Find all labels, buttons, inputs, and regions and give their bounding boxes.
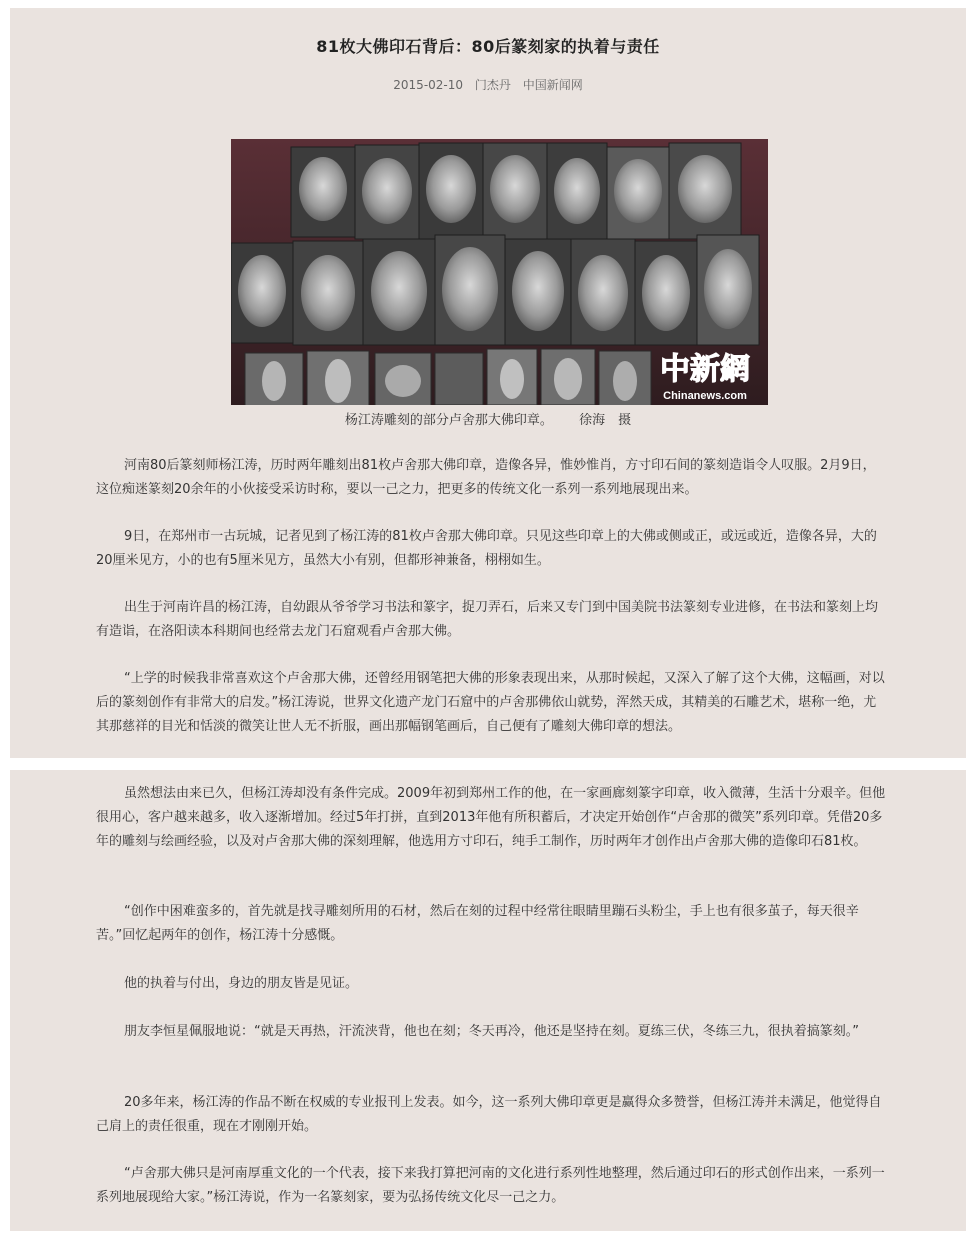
photo-caption xyxy=(10,409,966,428)
article-meta xyxy=(10,76,966,93)
photo-credit: 徐海 摄 xyxy=(579,413,632,428)
paragraph-8: 朋友李恒星佩服地说：“就是天再热，汗流浃背，他也在刻；冬天再冷，他还是坚持在刻。夏练三伏，冬练三九，很执着搞篆刻。” xyxy=(124,1024,859,1039)
photo-caption-text: 杨江涛雕刻的部分卢舍那大佛印章。 xyxy=(344,413,553,428)
paragraph-2: 9日，在郑州市一古玩城，记者见到了杨江涛的81枚卢舍那大佛印章。只见这些印章上的大佛或侧或正，或远或近，造像各异，大的20厘米见方，小的也有5厘米见方，虽然大小有别，但都形神兼备，栩栩如生。 xyxy=(96,529,877,568)
article-source: 中国新闻网 xyxy=(522,78,583,92)
paragraph-6: “创作中困难蛮多的，首先就是找寻雕刻所用的石材，然后在刻的过程中经常往眼睛里蹦石头粉尘，手上也有很多茧子，每天很辛苦。”回忆起两年的创作，杨江涛十分感慨。 xyxy=(96,904,859,943)
paragraph-1: 河南80后篆刻师杨江涛，历时两年雕刻出81枚卢舍那大佛印章，造像各异，惟妙惟肖，方寸印石间的篆刻造诣令人叹服。2月9日，这位痴迷篆刻20余年的小伙接受采访时称，要以一己之力，把更多的传统文化一系列一系列地展现出来。 xyxy=(96,458,876,497)
watermark-cn: 中新網 xyxy=(660,352,750,387)
paragraph-5: 虽然想法由来已久，但杨江涛却没有条件完成。2009年初到郑州工作的他，在一家画廊刻篆字印章，收入微薄，生活十分艰辛。但他很用心，客户越来越多，收入逐渐增加。经过5年打拼，直到2013年他有所积蓄后，才决定开始创作“卢舍那的微笑”系列印章。凭借20多年的雕刻与绘画经验，以及对卢舍那大佛的深刻理解，他选用方寸印石，纯手工制作，历时两年才创作出卢舍那大佛的造像印石81枚。 xyxy=(96,786,886,849)
article-photo xyxy=(231,139,768,405)
article-title: 81枚大佛印石背后：80后篆刻家的执着与责任 xyxy=(316,37,660,56)
paragraph-4: “上学的时候我非常喜欢这个卢舍那大佛，还曾经用钢笔把大佛的形象表现出来，从那时候起，又深入了解了这个大佛，这幅画，对以后的篆刻创作有非常大的启发。”杨江涛说，世界文化遗产龙门石窟中的卢舍那佛依山就势，浑然天成，其精美的石雕艺术，堪称一绝，尤其那慈祥的目光和恬淡的微笑让世人无不折服，画出那幅钢笔画后，自己便有了雕刻大佛印章的想法。 xyxy=(96,671,885,734)
paragraph-9: 20多年来，杨江涛的作品不断在权威的专业报刊上发表。如今，这一系列大佛印章更是赢得众多赞誉，但杨江涛并未满足，他觉得自己肩上的责任很重，现在才刚刚开始。 xyxy=(96,1095,882,1134)
paragraph-3: 出生于河南许昌的杨江涛，自幼跟从爷爷学习书法和篆字，捉刀弄石，后来又专门到中国美院书法篆刻专业进修，在书法和篆刻上均有造诣，在洛阳读本科期间也经常去龙门石窟观看卢舍那大佛。 xyxy=(96,600,879,639)
watermark-en: Chinanews.com xyxy=(663,390,747,402)
buddha-seals-image xyxy=(231,139,768,405)
paragraph-10: “卢舍那大佛只是河南厚重文化的一个代表，接下来我打算把河南的文化进行系列性地整理，然后通过印石的形式创作出来，一系列一系列地展现给大家。”杨江涛说，作为一名篆刻家，要为弘扬传统文化尽一己之力。 xyxy=(96,1166,885,1205)
paragraph-7: 他的执着与付出，身边的朋友皆是见证。 xyxy=(124,976,359,991)
article-author: 门杰丹 xyxy=(474,78,511,92)
article-panel-top xyxy=(10,8,966,758)
article-date: 2015-02-10 xyxy=(393,78,464,92)
article-panel-bottom xyxy=(10,770,966,1231)
